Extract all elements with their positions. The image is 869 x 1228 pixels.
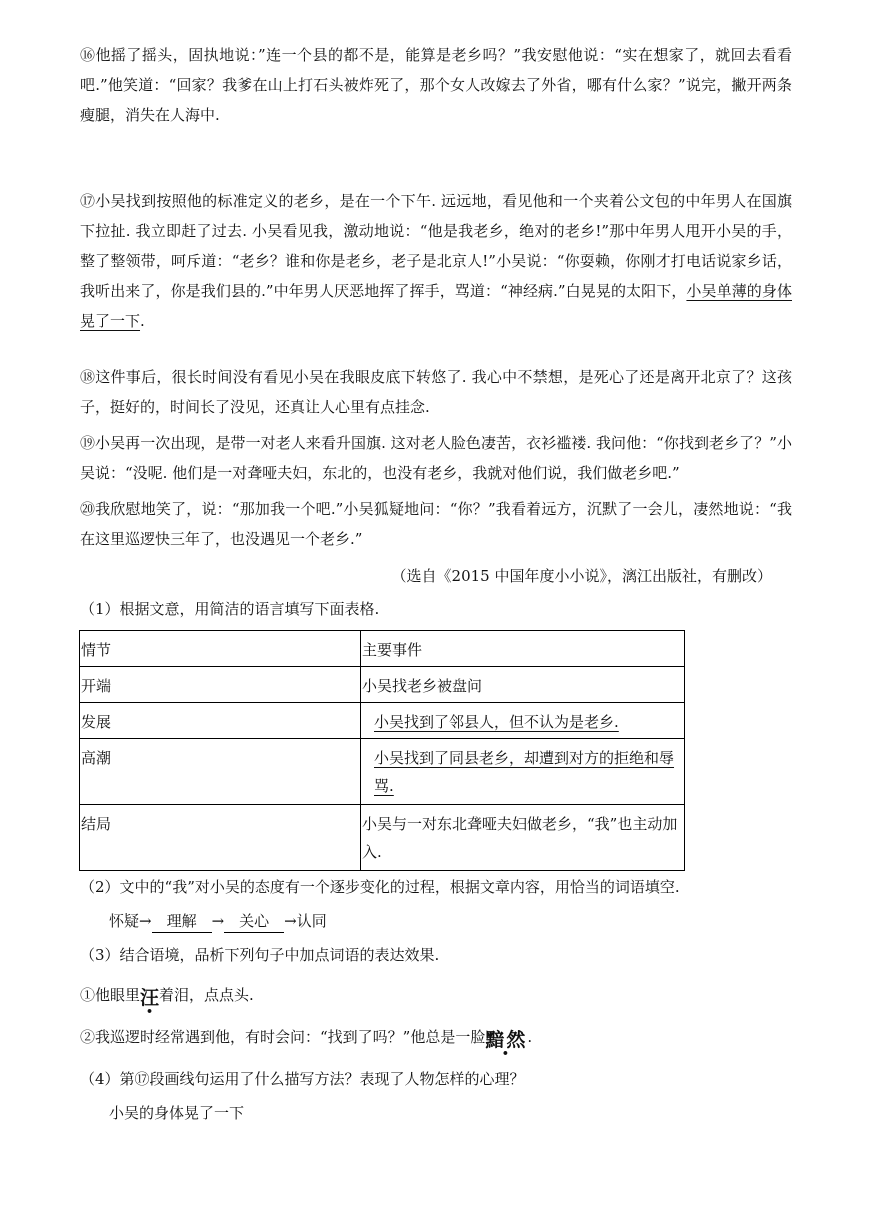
- sequence-end: →认同: [284, 912, 327, 930]
- arrow-separator: →: [211, 912, 225, 930]
- question-2-prompt: （2）文中的“我”对小吴的态度有一个逐步变化的过程，根据文章内容，用恰当的词语填空.: [80, 878, 680, 896]
- sentence-text: .: [527, 1028, 533, 1046]
- plot-events-table: [79, 630, 685, 871]
- table-cell: 发展: [80, 703, 361, 739]
- sentence-text: 着泪，点点头.: [159, 986, 254, 1004]
- paragraph-20: ⑳我欣慰地笑了，说：“那加我一个吧.”小吴狐疑地问：“你？”我看着远方，沉默了一会儿，凄然地说：“我在这里巡逻快三年了，也没遇见一个老乡.”: [80, 500, 792, 548]
- table-row: [80, 667, 685, 703]
- table-row: [80, 805, 685, 871]
- table-cell: [361, 703, 685, 739]
- question-4-quote: 小吴的身体晃了一下: [109, 1104, 245, 1122]
- question-3-sentence-1: [80, 982, 254, 1009]
- table-cell: 小吴找老乡被盘问: [361, 667, 685, 703]
- dotted-word: 汪: [140, 987, 160, 1009]
- table-cell: 小吴与一对东北聋哑夫妇做老乡，“我”也主动加入.: [361, 805, 685, 871]
- paragraph-17-text: ⑰小吴找到按照他的标准定义的老乡，是在一个下午. 远远地，看见他和一个夹着公文包的中年男人在国旗下拉扯. 我立即赶了过去. 小吴看见我，激动地说：“他是我老乡，绝对的老乡!”那中年男人甩开小吴的手，整了整领带，呵斥道：“老乡？谁和你是老乡，老子是北京人!”小吴说：“你耍赖，你刚才打电话说家乡话，我听出来了，你是我们县的.”中年男人厌恶地挥了挥手，骂道：“神经病.”白晃晃的太阳下，: [80, 192, 792, 300]
- underlined-sentence: 小吴单薄的身体晃了一下: [80, 282, 792, 330]
- question-3-prompt: （3）结合语境，品析下列句子中加点词语的表达效果.: [80, 946, 440, 964]
- sequence-start: 怀疑→: [109, 912, 152, 930]
- sentence-text: ②我巡逻时经常遇到他，有时会问：“找到了吗？”他总是一脸: [80, 1028, 486, 1046]
- table-cell: 开端: [80, 667, 361, 703]
- header-cell: 情节: [80, 631, 361, 667]
- dotted-word: 黯然: [485, 1029, 528, 1051]
- question-1-prompt: （1）根据文意，用简洁的语言填写下面表格.: [80, 600, 380, 618]
- paragraph-19: ⑲小吴再一次出现，是带一对老人来看升国旗. 这对老人脸色凄苦，衣衫褴褛. 我问他：“你找到老乡了？”小吴说：“没呢. 他们是一对聋哑夫妇，东北的，也没有老乡，我就对他们说，我们做老乡吧.”: [80, 434, 792, 482]
- question-4-prompt: （4）第⑰段画线句运用了什么描写方法？表现了人物怎样的心理？: [80, 1070, 525, 1088]
- answer-text: 小吴找到了邻县人，但不认为是老乡.: [374, 713, 619, 731]
- answer-blank-1: 理解: [152, 910, 212, 933]
- paragraph-17-end: .: [140, 312, 145, 330]
- table-cell: 结局: [80, 805, 361, 871]
- table-cell: 高潮: [80, 739, 361, 805]
- header-cell: 主要事件: [361, 631, 685, 667]
- paragraph-18: ⑱这件事后，很长时间没有看见小吴在我眼皮底下转悠了. 我心中不禁想，是死心了还是离开北京了？这孩子，挺好的，时间长了没见，还真让人心里有点挂念.: [80, 368, 792, 416]
- sentence-text: ①他眼里: [80, 986, 141, 1004]
- question-2-answer: [109, 908, 327, 934]
- paragraph-16: ⑯他摇了摇头，固执地说：”连一个县的都不是，能算是老乡吗？”我安慰他说：“实在想家了，就回去看看吧.”他笑道：“回家？我爹在山上打石头被炸死了，那个女人改嫁去了外省，哪有什么家？”说完，撇开两条瘦腿，消失在人海中.: [80, 46, 792, 124]
- table-row: [80, 739, 685, 805]
- table-row: [80, 631, 685, 667]
- source-citation: （选自《2015 中国年度小小说》，漓江出版社，有删改）: [391, 567, 772, 585]
- answer-blank-2: 关心: [224, 910, 284, 933]
- table-cell: [361, 739, 685, 805]
- paragraph-17: [80, 186, 792, 336]
- question-3-sentence-2: [80, 1024, 532, 1051]
- table-row: [80, 703, 685, 739]
- answer-text: 小吴找到了同县老乡，却遭到对方的拒绝和辱骂.: [374, 749, 675, 795]
